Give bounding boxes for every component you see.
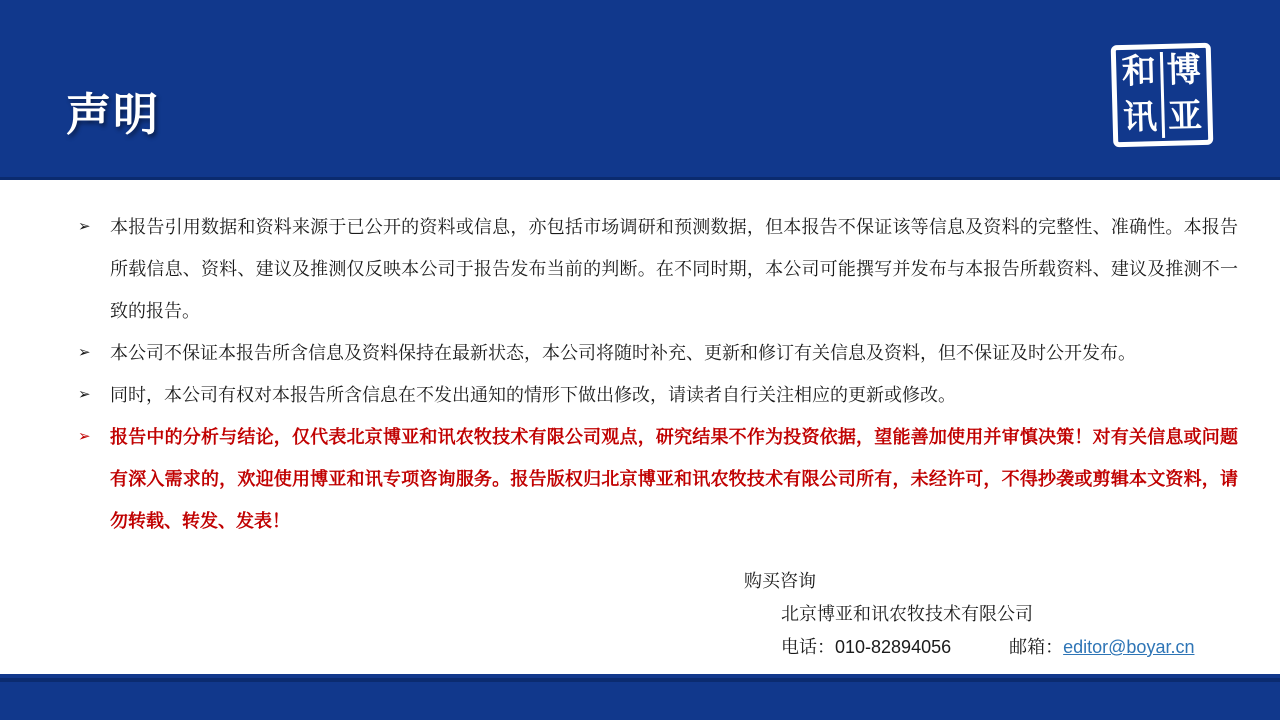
email-label: 邮箱： (1009, 637, 1064, 657)
disclaimer-item-copyright (78, 416, 1238, 542)
boyar-seal-logo (1111, 43, 1214, 148)
phone-label: 电话： (781, 637, 835, 657)
bullet-arrow-icon: ➢ (78, 386, 91, 403)
seal-char: 亚 (1167, 97, 1203, 136)
header-banner (0, 0, 1280, 180)
disclaimer-text: 本报告引用数据和资料来源于已公开的资料或信息，亦包括市场调研和预测数据，但本报告不保证该等信息及资料的完整性、准确性。本报告所载信息、资料、建议及推测仅反映本公司于报告发布当前的判断。在不同时期，本公司可能撰写并发布与本报告所载资料、建议及推测不一致的报告。 (110, 217, 1238, 321)
footer-bar (0, 674, 1280, 720)
seal-char: 讯 (1122, 99, 1158, 138)
disclaimer-text: 报告中的分析与结论，仅代表北京博亚和讯农牧技术有限公司观点，研究结果不作为投资依据，望能善加使用并审慎决策！对有关信息或问题有深入需求的，欢迎使用博亚和讯专项咨询服务。报告版权归北京博亚和讯农牧技术有限公司所有，未经许可，不得抄袭或剪辑本文资料，请勿转载、转发、发表！ (110, 427, 1238, 531)
email-link[interactable]: editor@boyar.cn (1063, 637, 1195, 657)
bullet-arrow-icon: ➢ (78, 344, 91, 361)
disclaimer-list (78, 206, 1238, 542)
disclaimer-item (78, 332, 1238, 374)
phone-number: 010-82894056 (835, 637, 952, 657)
seal-char: 和 (1121, 53, 1157, 92)
contact-heading: 购买咨询 (744, 571, 816, 591)
company-name: 北京博亚和讯农牧技术有限公司 (781, 604, 1033, 624)
disclaimer-item (78, 374, 1238, 416)
disclaimer-text: 本公司不保证本报告所含信息及资料保持在最新状态，本公司将随时补充、更新和修订有关信息及资料，但不保证及时公开发布。 (110, 343, 1136, 363)
seal-char: 博 (1166, 51, 1202, 90)
disclaimer-text: 同时，本公司有权对本报告所含信息在不发出通知的情形下做出修改，请读者自行关注相应的更新或修改。 (110, 385, 956, 405)
contact-line (781, 631, 1194, 664)
bullet-arrow-icon: ➢ (78, 218, 91, 235)
disclaimer-item (78, 206, 1238, 332)
contact-block (744, 565, 1194, 664)
bullet-arrow-icon: ➢ (78, 428, 91, 445)
page-title: 声明 (66, 89, 161, 140)
